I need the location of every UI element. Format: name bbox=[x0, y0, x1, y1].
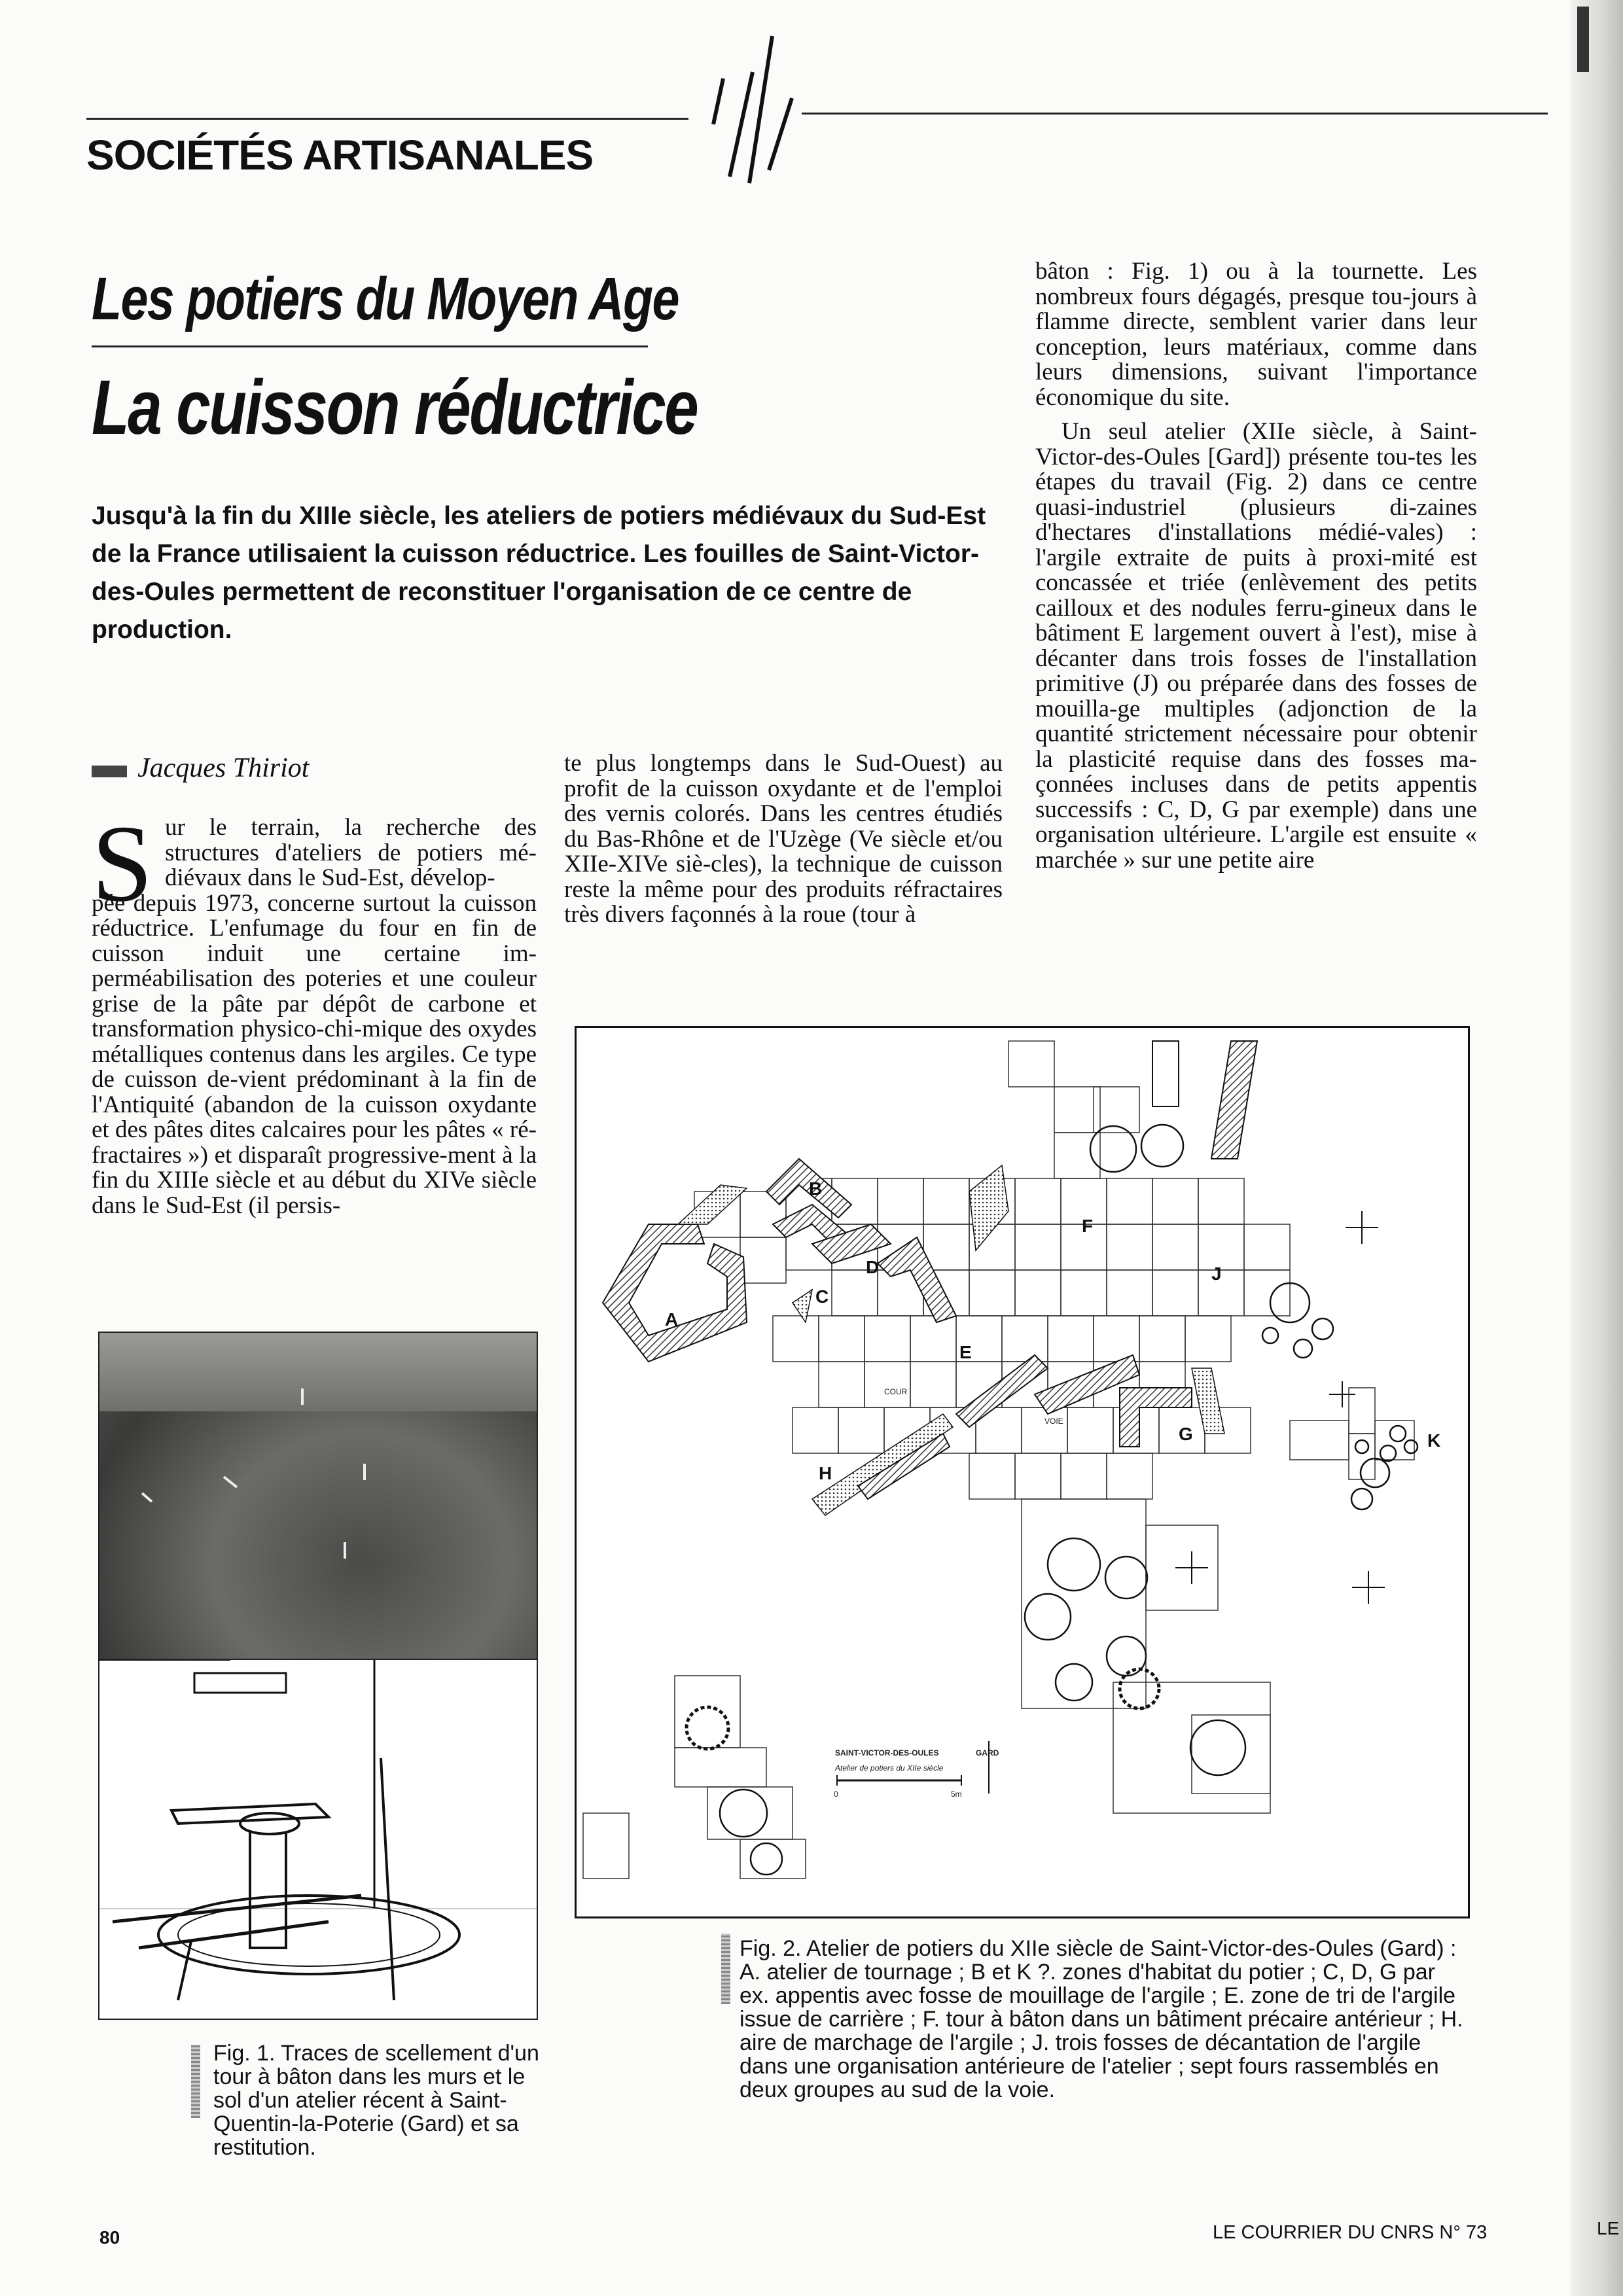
fig1-caption-marker bbox=[191, 2045, 200, 2118]
fig2-site-map bbox=[575, 1026, 1470, 1918]
adjacent-page-corner bbox=[1577, 7, 1589, 72]
svg-text:0: 0 bbox=[834, 1790, 838, 1799]
adjacent-page-footer: LE bbox=[1597, 2218, 1620, 2238]
col3-paragraph-1: bâton : Fig. 1) ou à la tournette. Les nombreux fours dégagés, presque tou-jours à flamme directe, semblent varier dans leur conception, leurs matériaux, comme dans leurs dimensions, suivant l'importance économique du site. bbox=[1035, 258, 1477, 411]
col1-text: pée depuis 1973, concerne surtout la cuisson réductrice. L'enfumage du four en fin de cuisson induit une certaine im-perméabilisation des poteries et une couleur grise de la pâte par dépôt de carbone et transformation physico-chi-mique des oxydes métalliques contenus dans les argiles. Ce type de cuisson de-vient prédominant à la fin de l'Antiquité (abandon de la cuisson oxydante et des pâtes dites calcaires pour les pâtes « ré-fractaires ») et disparaît progressive-ment à la fin du XIIIe siècle et au début du XIVe siècle dans le Sud-Est (il persis- bbox=[92, 889, 537, 1219]
svg-text:VOIE: VOIE bbox=[1044, 1417, 1063, 1426]
col3-paragraph-2: Un seul atelier (XIIe siècle, à Saint-Victor-des-Oules [Gard]) présente tou-tes les étapes du travail (Fig. 2) dans ce centre quasi-industriel (plusieurs di-zaines d'hectares d'installations médié-vales) : l'argile extraite de puits à proxi-mité est concassée et triée (enlèvement des petits cailloux et des nodules ferru-gineux dans le bâtiment E largement ouvert à l'est), mise à décanter dans trois fosses de l'installation primitive (J) ou préparée dans des fosses de mouilla-ge multiples (adjonction de la quantité strictement nécessaire pour obtenir la plasticité requise dans des fosses ma-çonnées incluses dans de petits appentis successifs : C, D, G par exemple) dans une organisation ultérieure. L'argile est ensuite « marchée » sur une petite aire bbox=[1035, 418, 1477, 874]
svg-text:H: H bbox=[819, 1463, 832, 1483]
page-number: 80 bbox=[99, 2227, 120, 2248]
svg-text:Atelier de potiers du XIIe siè: Atelier de potiers du XIIe siècle bbox=[835, 1763, 944, 1773]
svg-text:K: K bbox=[1427, 1430, 1441, 1451]
section-rule-right bbox=[802, 113, 1548, 115]
site-plan bbox=[577, 1028, 1468, 1916]
svg-text:B: B bbox=[809, 1178, 823, 1199]
svg-text:COUR: COUR bbox=[884, 1387, 908, 1396]
author-marker bbox=[92, 766, 127, 777]
svg-text:G: G bbox=[1179, 1424, 1193, 1444]
svg-text:SAINT-VICTOR-DES-OULES: SAINT-VICTOR-DES-OULES bbox=[835, 1748, 939, 1757]
body-column-2: te plus longtemps dans le Sud-Ouest) au profit de la cuisson oxydante et de l'emploi des vernis colorés. Dans les centres étudiés du Bas-Rhône et de l'Uzège (Ve siècle et/ou XIIe-XIVe siè-cles), la technique de cuisson reste la même pour des produits réfractaires très divers façonnés à la roue (tour à bbox=[564, 750, 1003, 928]
fig1-drawing bbox=[98, 1659, 538, 2020]
journal-footer: LE COURRIER DU CNRS N° 73 bbox=[1213, 2222, 1488, 2243]
drop-cap: S bbox=[92, 803, 153, 925]
svg-text:A: A bbox=[665, 1309, 679, 1330]
kicker-rule bbox=[92, 345, 648, 347]
svg-text:GARD: GARD bbox=[976, 1748, 999, 1757]
slashes-ornament bbox=[694, 26, 805, 209]
fig2-caption-marker bbox=[721, 1934, 730, 2004]
svg-text:D: D bbox=[866, 1257, 880, 1277]
map-legend bbox=[834, 1741, 999, 1799]
svg-text:J: J bbox=[1211, 1263, 1222, 1284]
article-lead: Jusqu'à la fin du XIIIe siècle, les ateliers de potiers médiévaux du Sud-Est de la France utilisaient la cuisson réductrice. Les fouilles de Saint-Victor-des-Oules permettent de reconstituer l'organisation de ce centre de production. bbox=[92, 502, 986, 644]
body-column-1 bbox=[92, 803, 537, 1219]
photo-arrows bbox=[99, 1333, 537, 1661]
svg-text:C: C bbox=[815, 1286, 829, 1307]
article-title: La cuisson réductrice bbox=[92, 364, 698, 451]
section-rule-left bbox=[86, 118, 688, 120]
fig1-photo bbox=[98, 1332, 538, 1663]
wall-building-a bbox=[603, 1224, 747, 1362]
body-column-3 bbox=[1035, 259, 1477, 873]
adjacent-page-edge bbox=[1571, 0, 1623, 2296]
article-kicker: Les potiers du Moyen Age bbox=[92, 266, 679, 332]
section-title: SOCIÉTÉS ARTISANALES bbox=[86, 132, 594, 179]
fig2-caption: Fig. 2. Atelier de potiers du XIIe siècle de Saint-Victor-des-Oules (Gard) : A. atelier de tournage ; B et K ?. zones d'habitat du potier ; C, D, G par ex. appentis avec fosse de mouillage de l'argile ; E. zone de tri de l'argile issue de carrière ; F. tour à bâton dans un bâtiment précaire antérieur ; H. aire de marchage de l'argile ; J. trois fosses de décantation de l'argile dans une organisation antérieure de l'atelier ; sept fours rassemblés en deux groupes au sud de la voie. bbox=[740, 1936, 1463, 2102]
fig1-caption: Fig. 1. Traces de scellement d'un tour à bâton dans les murs et le sol d'un atelier récent à Saint-Quentin-la-Poterie (Gard) et sa restitution. bbox=[213, 2041, 539, 2160]
col1-first-lines: ur le terrain, la recherche des structures d'ateliers de potiers mé-diévaux dans le Sud-Est, dévelop- bbox=[165, 814, 537, 891]
svg-text:5m: 5m bbox=[951, 1790, 962, 1799]
svg-text:F: F bbox=[1082, 1216, 1094, 1236]
author-name: Jacques Thiriot bbox=[137, 753, 310, 783]
svg-text:E: E bbox=[959, 1342, 972, 1362]
